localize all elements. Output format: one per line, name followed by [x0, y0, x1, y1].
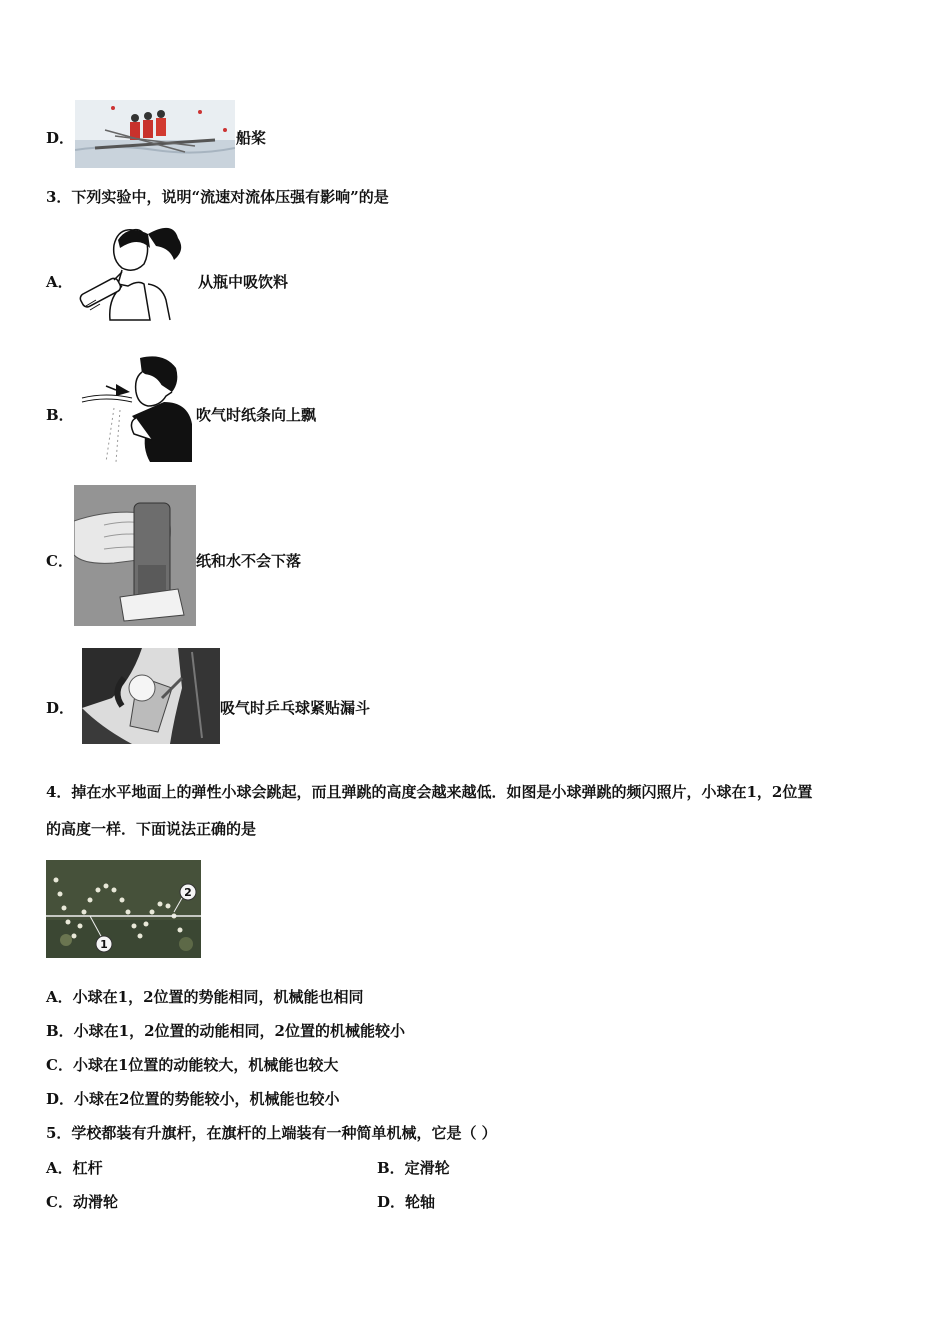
q3-option-b-caption: 吹气时纸条向上飘 [196, 406, 317, 424]
girl-drinking-bottle-image [78, 220, 198, 322]
q3-option-a-caption: 从瓶中吸饮料 [198, 273, 289, 291]
q3-option-d-label: D． [46, 699, 75, 717]
q4-option-d: D．小球在2位置的势能较小，机械能也较小 [46, 1090, 340, 1108]
q3-option-d-caption: 吸气时乒乓球紧贴漏斗 [220, 699, 371, 717]
q3-option-a-label: A． [46, 273, 73, 291]
q3-option-c-label: C． [46, 552, 73, 570]
bouncing-ball-photo [46, 860, 201, 958]
funnel-pingpong-image [82, 648, 220, 744]
q5-option-d: D．轮轴 [377, 1193, 436, 1211]
q4-stem-line2: 的高度一样．下面说法正确的是 [46, 820, 257, 838]
inverted-cup-paper-image [74, 485, 196, 626]
q4-option-b: B．小球在1，2位置的动能相同，2位置的机械能较小 [46, 1022, 405, 1040]
q2-option-d-label: D． [46, 129, 75, 147]
q5-option-c: C．动滑轮 [46, 1193, 118, 1211]
q4-option-a: A．小球在1，2位置的势能相同，机械能也相同 [46, 988, 364, 1006]
q4-stem-line1: 4．掉在水平地面上的弹性小球会跳起，而且弹跳的高度会越来越低．如图是小球弹跳的频闪照片，小球在1，2位置 [46, 783, 813, 801]
boy-blowing-paper-image [76, 352, 196, 464]
ball-position-2-mark: 2 [184, 886, 192, 899]
q2-option-d-caption: 船桨 [236, 129, 267, 147]
ball-position-1-mark: 1 [100, 938, 108, 951]
q3-option-c-caption: 纸和水不会下落 [196, 552, 302, 570]
q5-stem: 5．学校都装有升旗杆，在旗杆的上端装有一种简单机械，它是（ ） [46, 1124, 497, 1142]
q3-option-b-label: B． [46, 406, 74, 424]
q5-option-b: B．定滑轮 [377, 1159, 450, 1177]
q4-option-c: C．小球在1位置的动能较大，机械能也较大 [46, 1056, 339, 1074]
rowing-boat-image [75, 100, 235, 168]
q5-option-a: A．杠杆 [46, 1159, 103, 1177]
q3-stem: 3．下列实验中，说明“流速对流体压强有影响”的是 [46, 188, 389, 206]
